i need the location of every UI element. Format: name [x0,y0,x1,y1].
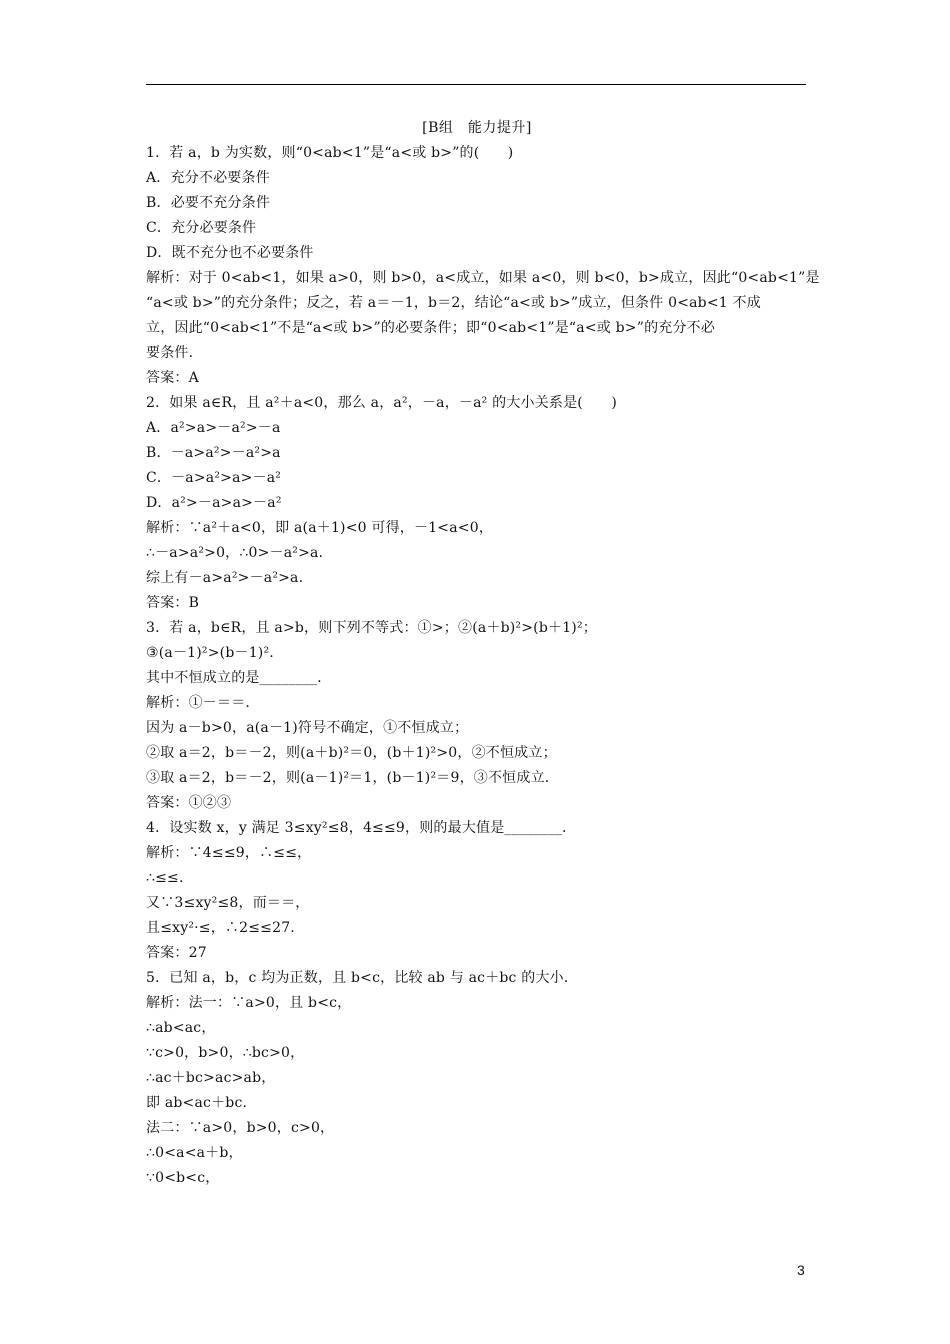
text-line: 因为 a－b>0，a(a－1)符号不确定，①不恒成立； [146,720,469,736]
text-line: 解析：法一：∵a>0，且 b<c， [146,995,352,1011]
text-line: 5．已知 a，b，c 均为正数，且 b<c，比较 ab 与 ac＋bc 的大小． [146,970,579,986]
text-line: 4．设实数 x，y 满足 3≤xy²≤8，4≤≤9，则的最大值是________． [146,820,577,836]
text-line: 解析：对于 0<ab<1，如果 a>0，则 b>0，a<成立，如果 a<0，则 b<0，b>成立，因此“0<ab<1”是 [146,270,820,286]
text-line: ③取 a＝2，b＝－2，则(a－1)²＝1，(b－1)²＝9，③不恒成立． [146,770,559,786]
text-line: ∴ac＋bc>ac>ab， [146,1070,276,1086]
text-line: C．－a>a²>a>－a² [146,470,282,486]
text-line: 法二：∵a>0，b>0，c>0， [146,1120,335,1136]
text-line: ∴－a>a²>0，∴0>－a²>a. [146,545,324,561]
text-line: ③(a－1)²>(b－1)². [146,645,274,661]
text-line: 解析：∵4≤≤9，∴≤≤， [146,845,312,861]
text-line: ∴≤≤. [146,870,184,886]
text-line: 1．若 a，b 为实数，则“0<ab<1”是“a<或 b>”的( ) [146,145,514,161]
text-line: A．a²>a>－a²>－a [146,420,281,436]
text-line: 答案：27 [146,945,207,961]
text-line: B．－a>a²>－a²>a [146,445,281,461]
text-line: 即 ab<ac＋bc. [146,1095,248,1111]
text-line: C．充分必要条件 [146,220,257,236]
text-line: 答案：A [146,370,199,386]
header-rule [146,84,806,85]
text-line: 答案：①②③ [146,795,232,811]
text-line: ∵c>0，b>0，∴bc>0， [146,1045,305,1061]
text-line: 立，因此“0<ab<1”不是“a<或 b>”的必要条件；即“0<ab<1”是“a<或 b>”的充分不必 [146,320,716,336]
text-line: 2．如果 a∈R，且 a²＋a<0，那么 a，a²，－a，－a² 的大小关系是( ) [146,395,618,411]
text-line: D．a²>－a>a>－a² [146,495,282,511]
text-line: 解析：①－＝＝. [146,695,251,711]
text-line: ∵0<b<c， [146,1170,220,1186]
text-line: “a<或 b>”的充分条件；反之，若 a＝－1，b＝2，结论“a<或 b>”成立，但条件 0<ab<1 不成 [146,295,761,311]
text-line: ②取 a＝2，b＝－2，则(a＋b)²＝0，(b＋1)²>0，②不恒成立； [146,745,557,761]
text-line: D．既不充分也不必要条件 [146,245,314,261]
text-line: 3．若 a，b∈R，且 a>b，则下列不等式：①>；②(a＋b)²>(b＋1)²； [146,620,597,636]
document-body [146,116,820,1191]
text-line: B．必要不充分条件 [146,195,271,211]
text-line: 综上有－a>a²>－a²>a. [146,570,304,586]
text-line: ∴0<a<a＋b， [146,1145,243,1161]
text-line: 又∵3≤xy²≤8，而＝＝， [146,895,310,911]
text-line: ∴ab<ac， [146,1020,216,1036]
page-number: 3 [797,1262,805,1278]
section-title: [B组 能力提升] [422,120,532,136]
text-line: 其中不恒成立的是________． [146,670,332,686]
text-lines [146,141,820,1191]
text-line: 且≤xy²·≤，∴2≤≤27. [146,920,295,936]
text-line: 要条件． [146,345,203,361]
text-line: 答案：B [146,595,200,611]
text-line: 解析：∵a²＋a<0，即 a(a＋1)<0 可得，－1<a<0， [146,520,494,536]
text-line: A．充分不必要条件 [146,170,270,186]
